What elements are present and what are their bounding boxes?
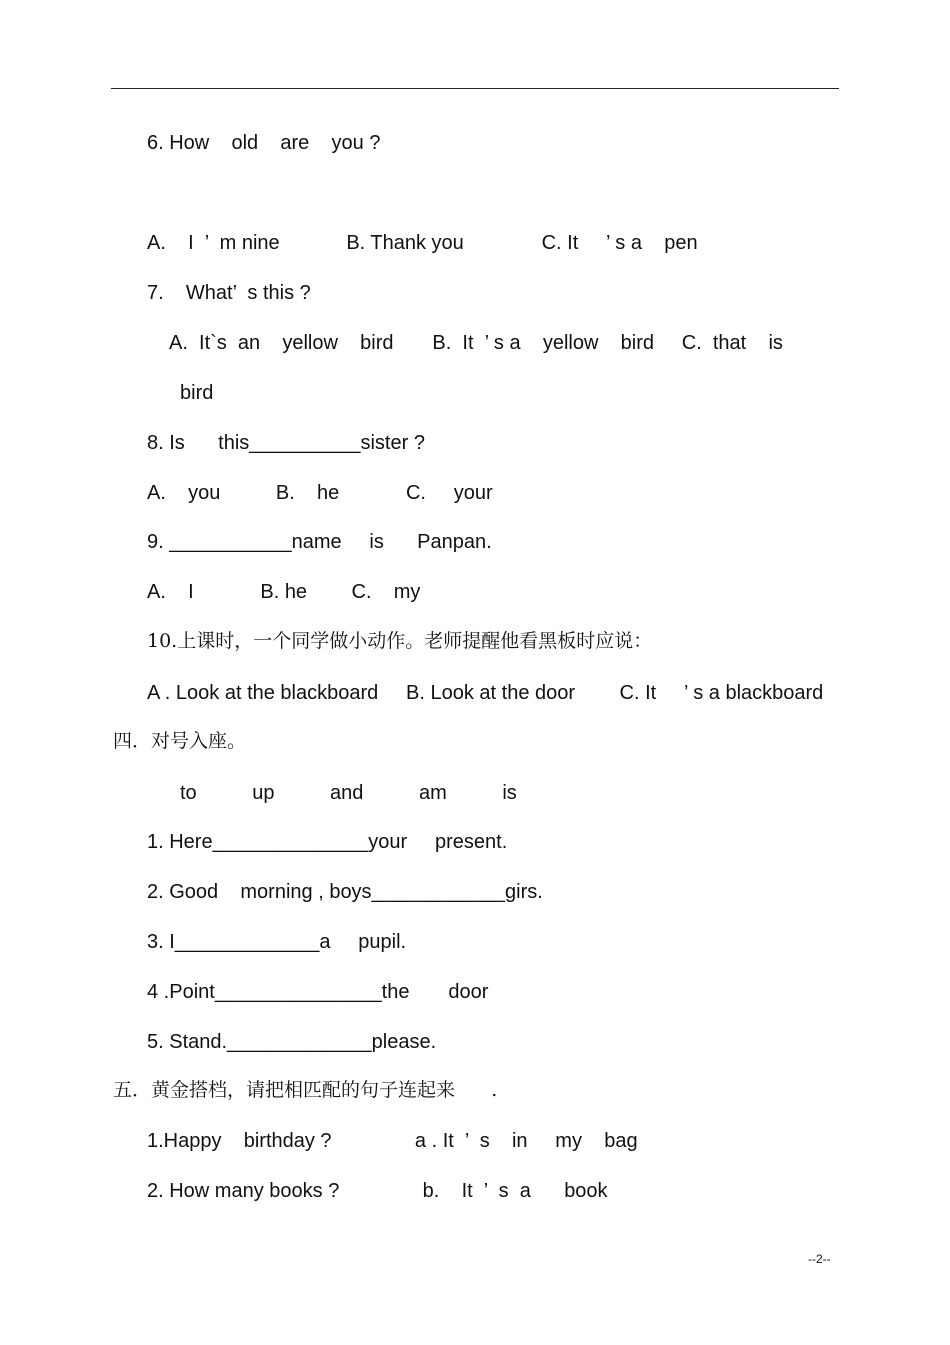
fill-in-3: 3. I_____________a pupil.	[147, 931, 407, 953]
fill-in-5: 5. Stand._____________please.	[147, 1031, 437, 1053]
page-number: --2--	[808, 1252, 831, 1266]
question-7: 7. What’ s this ?	[147, 282, 311, 304]
question-8: 8. Is this__________sister ?	[147, 432, 425, 454]
question-10-options: A . Look at the blackboard B. Look at the door C. It ’ s a blackboard	[147, 682, 824, 704]
question-10: 10.上课时，一个同学做小动作。老师提醒他看黑板时应说：	[147, 630, 653, 652]
question-6-options: A. I ’ m nine B. Thank you C. It ’ s a pen	[147, 232, 698, 254]
header-rule	[111, 88, 839, 89]
match-row-2: 2. How many books ? b. It ’ s a book	[147, 1180, 608, 1202]
match-row-1: 1.Happy birthday ? a . It ’ s in my bag	[147, 1130, 638, 1152]
question-9-options: A. I B. he C. my	[147, 581, 421, 603]
question-9: 9. ___________name is Panpan.	[147, 531, 492, 553]
fill-in-4: 4 .Point_______________the door	[147, 981, 489, 1003]
question-6: 6. How old are you ?	[147, 132, 381, 154]
section-5-title: 五．黄金搭档，请把相匹配的句子连起来 .	[113, 1079, 498, 1101]
fill-in-2: 2. Good morning , boys____________girs.	[147, 881, 543, 903]
question-7-options-continued: bird	[180, 382, 214, 404]
word-bank: to up and am is	[180, 782, 517, 804]
question-8-options: A. you B. he C. your	[147, 482, 493, 504]
section-4-title: 四．对号入座。	[113, 730, 247, 752]
question-7-options: A. It`s an yellow bird B. It ’ s a yellow bird C. that is	[169, 332, 783, 354]
fill-in-1: 1. Here______________your present.	[147, 831, 508, 853]
